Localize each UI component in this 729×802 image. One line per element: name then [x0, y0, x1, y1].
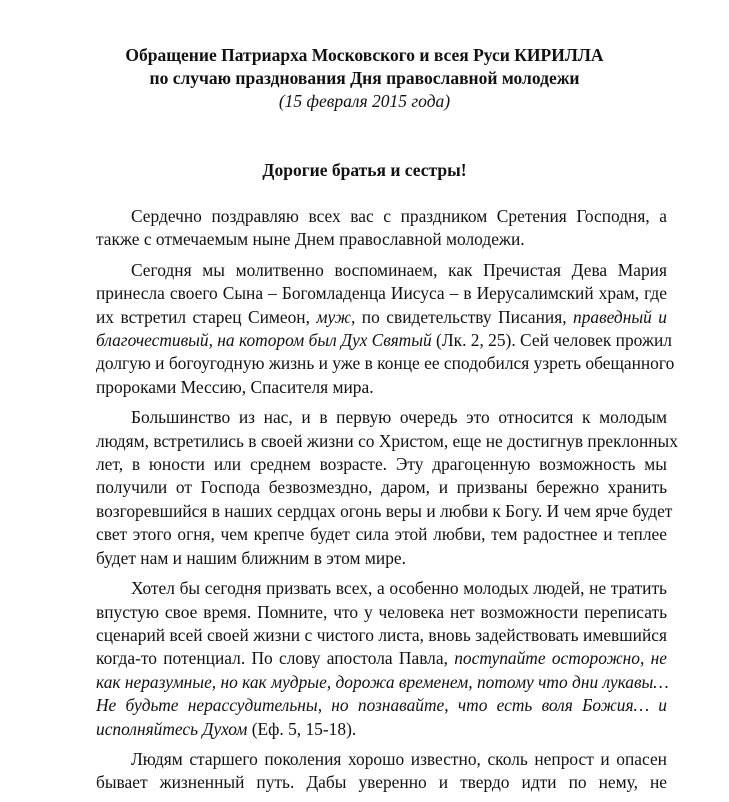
text-line: принесла своего Сына – Богомладенца Иисуса – в Иерусалимский храм, где — [96, 283, 667, 304]
text-line: лет, в юности или среднем возрасте. Эту драгоценную возможность мы — [96, 454, 667, 475]
text-line: свет этого огня, чем крепче будет сила этой любви, тем радостнее и теплее — [96, 524, 667, 545]
text-line: людям, встретились в своей жизни со Христом, еще не достигнув преклонных — [96, 430, 678, 451]
text-run: (Лк. 2, 25). Сей человек прожил — [431, 330, 672, 351]
italic-run: поступайте осторожно, не — [454, 648, 667, 669]
italic-run: праведный и — [573, 306, 667, 327]
text-run: (Еф. 5, 15-18). — [247, 718, 357, 739]
body-text — [61, 205, 678, 802]
text-line: Сердечно поздравляю всех вас с праздником Сретения Господня, а — [131, 206, 667, 226]
paragraph-5 — [61, 748, 667, 795]
italic-run: муж, — [316, 306, 356, 327]
text-line: Большинство из нас, и в первую очередь это относится к молодым — [131, 407, 667, 428]
text-line: впустую свое время. Помните, что у человека нет возможности переписать — [96, 601, 667, 622]
greeting-heading: Дорогие братья и сестры! — [262, 160, 467, 180]
text-line: как неразумные, но как мудрые, дорожа временем, потому что дни лукавы… — [96, 671, 669, 692]
text-line: также с отмечаемым ныне Днем православной молодежи. — [96, 229, 525, 250]
italic-run: благочестивый, на котором был Дух Святый — [96, 330, 432, 351]
paragraph-4 — [61, 577, 667, 741]
title-line-2: по случаю празднования Дня православной молодежи — [149, 68, 580, 88]
paragraph-3 — [61, 406, 678, 570]
text-line: получили от Господа безвозмездно, даром, и призваны бережно хранить — [96, 477, 667, 498]
paragraph-1 — [61, 205, 667, 252]
text-line — [61, 647, 667, 670]
text-line: Не будьте нерассудительны, но познавайте, что есть воля Божия… и — [96, 695, 667, 716]
text-line: долгую и богоугодную жизнь и уже в конце ее сподобился узреть обещанного — [96, 353, 675, 374]
text-run: их встретил старец Симеон, — [96, 306, 317, 327]
title-line-1: Обращение Патриарха Московского и всея Руси КИРИЛЛА — [125, 45, 604, 65]
text-line: возгоревшийся в наших сердцах огонь веры и любви к Богу. И чем ярче будет — [96, 500, 673, 521]
text-line: Хотел бы сегодня призвать всех, а особенно молодых людей, не тратить — [131, 578, 667, 599]
text-run: по свидетельству Писания, — [355, 306, 574, 327]
text-line: Людям старшего поколения хорошо известно, сколь непрост и опасен — [131, 748, 667, 769]
text-line: бывает жизненный путь. Дабы уверенно и твердо идти по нему, не — [96, 772, 667, 793]
title-date: (15 февраля 2015 года) — [278, 91, 451, 111]
text-line: сценарий всей своей жизни с чистого листа, вновь задействовать имевшийся — [96, 624, 667, 645]
italic-run: исполняйтесь Духом — [96, 718, 248, 739]
paragraph-2 — [61, 259, 675, 399]
text-line — [61, 306, 667, 329]
text-run: когда-то потенциал. По слову апостола Павла, — [96, 648, 455, 669]
text-line: будет нам и нашим ближним в этом мире. — [96, 547, 406, 568]
text-line: пророками Мессию, Спасителя мира. — [96, 376, 374, 397]
text-line: Сегодня мы молитвенно воспоминаем, как Пречистая Дева Мария — [131, 259, 667, 280]
text-line — [61, 329, 672, 352]
text-line — [61, 718, 667, 741]
